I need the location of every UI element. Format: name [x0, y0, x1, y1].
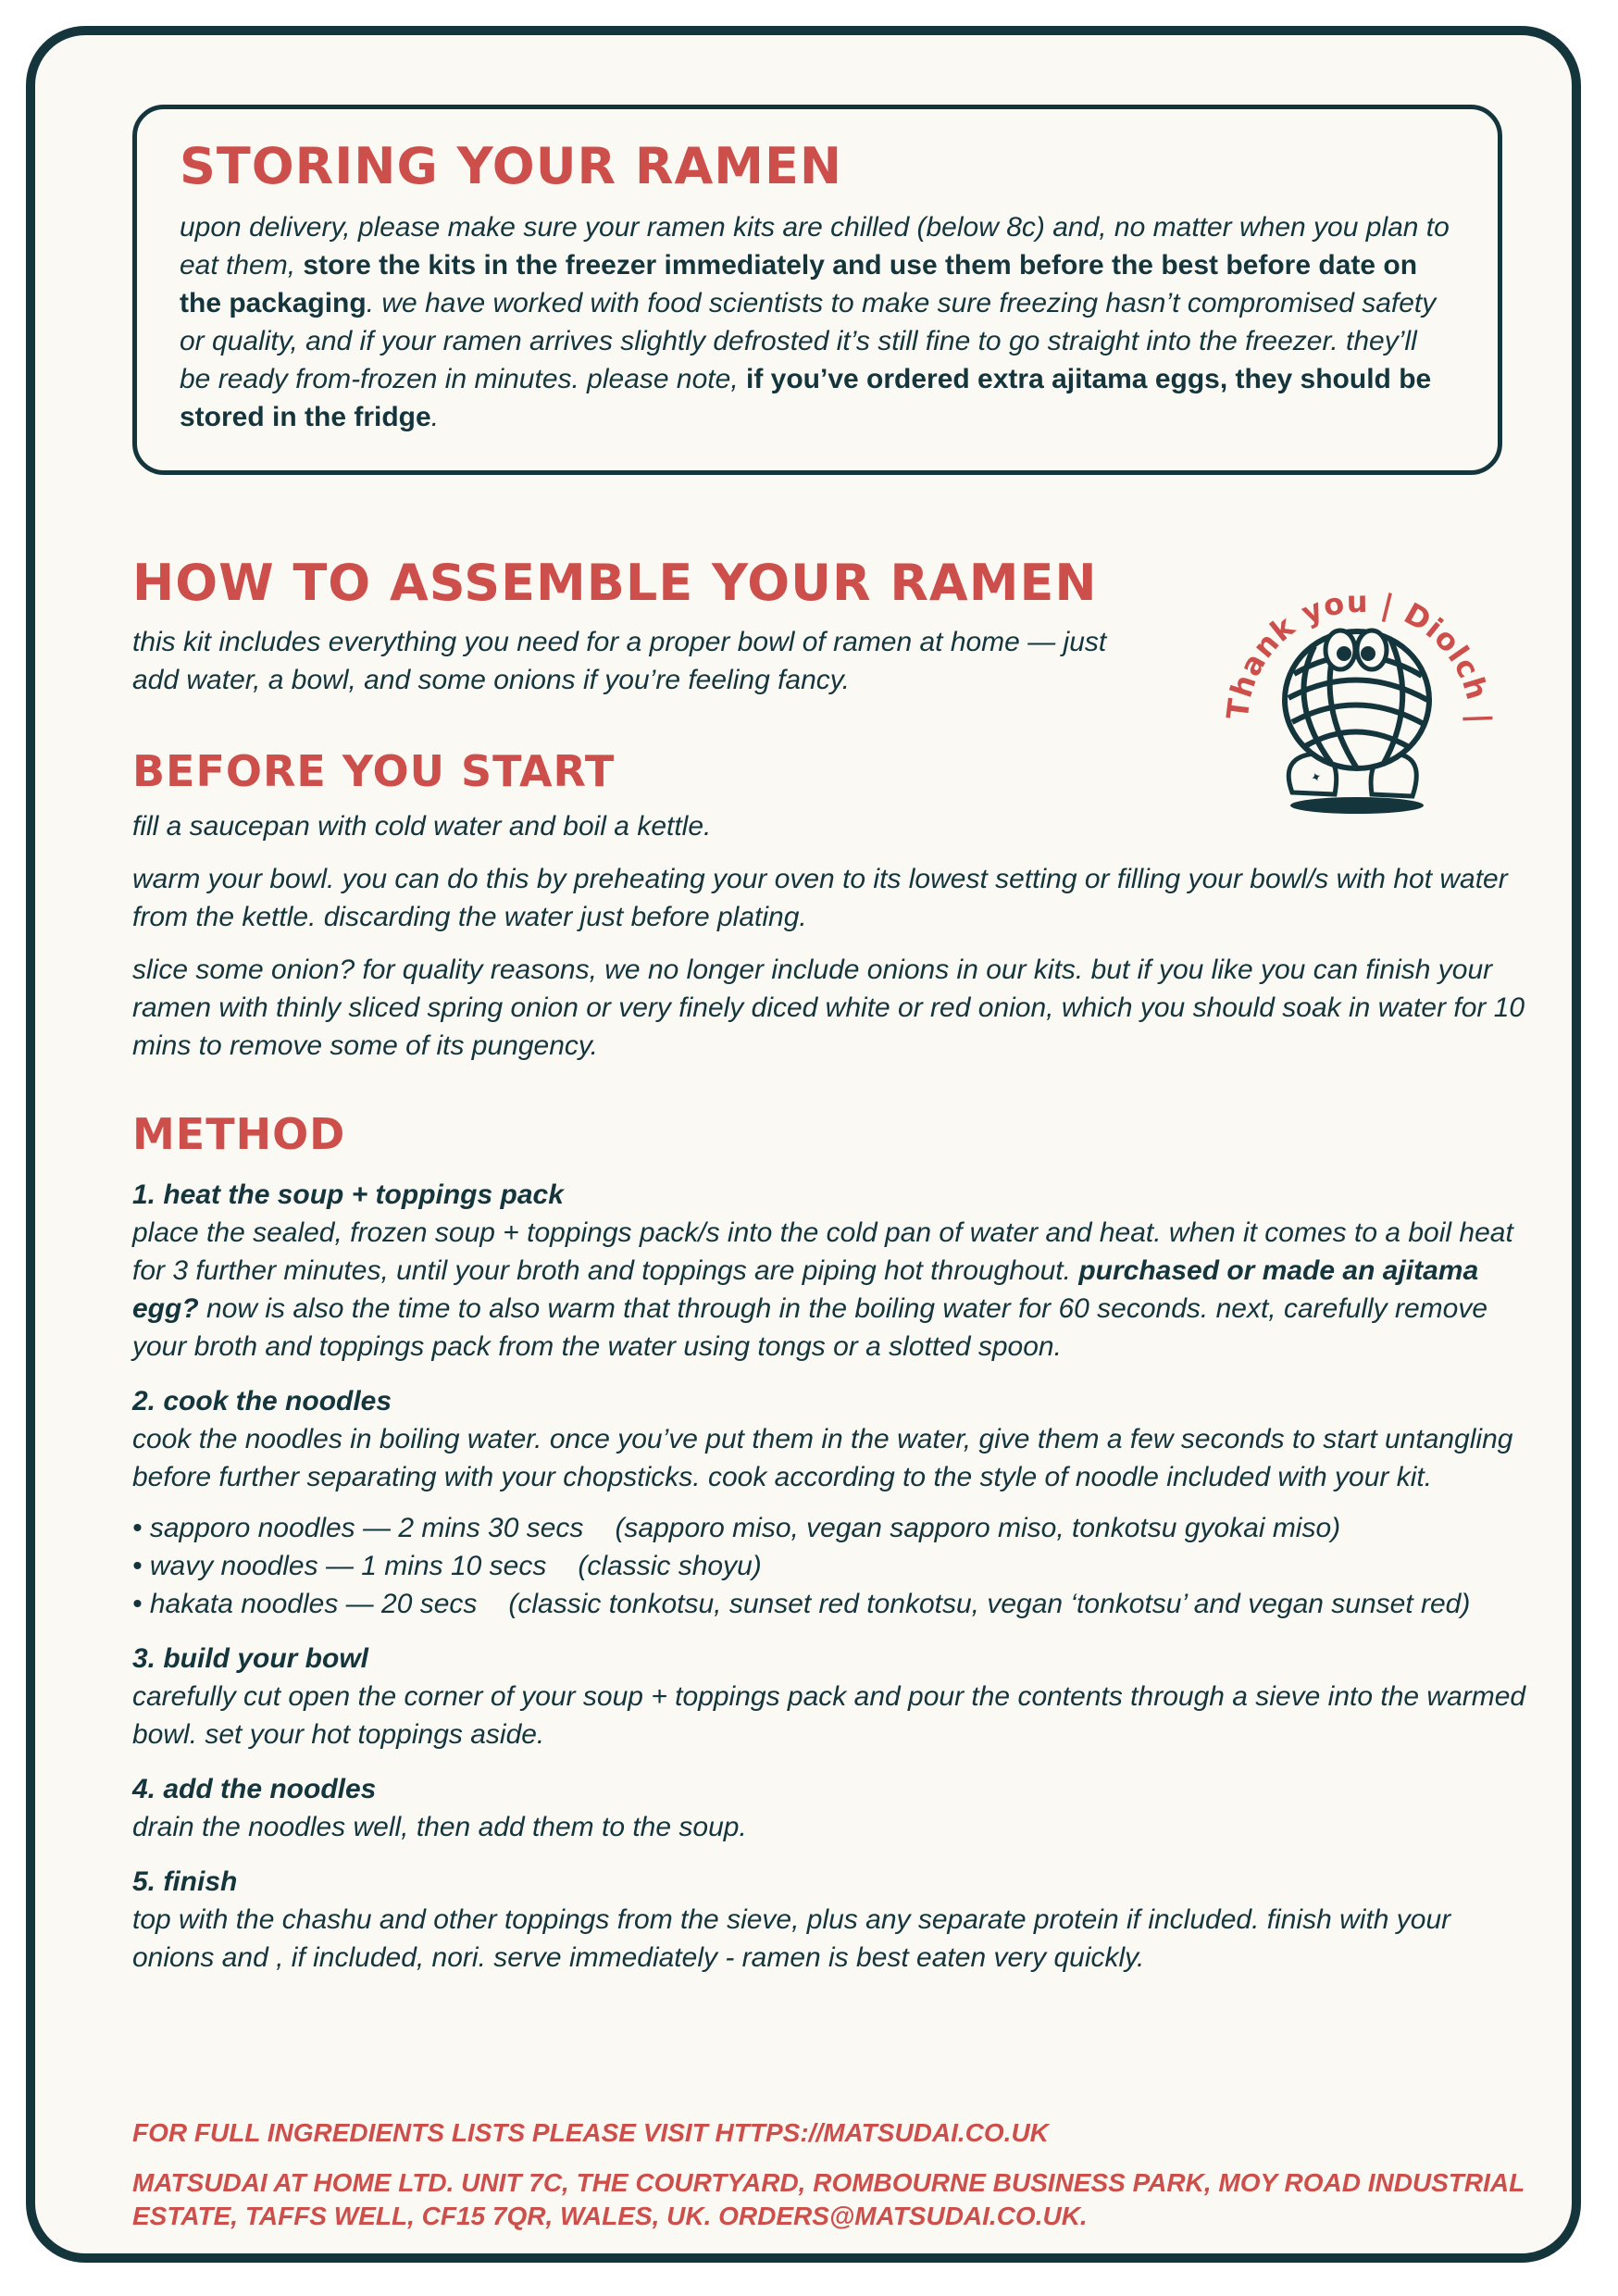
- method-step-5: [132, 1863, 1539, 1977]
- step-text: top with the chashu and other toppings from the sieve, plus any separate protein if included. finish with your onions and , if included, nori. serve immediately - ramen is best eaten very quickly.: [132, 1904, 1451, 1973]
- step-title: 3. build your bowl: [132, 1643, 368, 1674]
- logo-ring-text: Thank you | Diolch |: [1219, 583, 1499, 726]
- noodle-kits: (sapporo miso, vegan sapporo miso, tonkotsu gyokai miso): [615, 1513, 1341, 1543]
- step-title: 5. finish: [132, 1866, 238, 1897]
- step-text: carefully cut open the corner of your soup + toppings pack and pour the contents through a sieve into the warmed bowl. set your hot toppings aside.: [132, 1681, 1526, 1750]
- list-item: [132, 1509, 1539, 1547]
- before-title: BEFORE YOU START: [132, 746, 616, 796]
- before-step: warm your bowl. you can do this by preheating your oven to its lowest setting or filling your bowl/s with hot water from the kettle. discarding the water just before plating.: [132, 864, 1508, 932]
- noodle-time: • hakata noodles — 20 secs: [132, 1589, 478, 1619]
- noodle-times-list: [132, 1509, 1539, 1623]
- storing-section: [132, 105, 1502, 475]
- method-section: [132, 1109, 1539, 1993]
- storing-text-part: .: [430, 402, 440, 432]
- step-text-part: place the sealed, frozen soup + toppings pack/s into the cold pan of water and heat. when it comes to a boil heat for 3 further minutes, until your broth and toppings are piping hot throughout.: [132, 1217, 1513, 1286]
- step-title: 4. add the noodles: [132, 1774, 377, 1804]
- storing-text: [180, 208, 1455, 436]
- noodle-time: • sapporo noodles — 2 mins 30 secs: [132, 1513, 584, 1543]
- method-step-1: [132, 1176, 1539, 1366]
- svg-text:✦: ✦: [1308, 768, 1325, 787]
- step-text: cook the noodles in boiling water. once you’ve put them in the water, give them a few seconds to start untangling before further separating with your chopsticks. cook according to the style of noodle included with your kit.: [132, 1424, 1513, 1492]
- before-step: fill a saucepan with cold water and boil a kettle.: [132, 811, 712, 842]
- list-item: [132, 1585, 1539, 1623]
- step-title: 2. cook the noodles: [132, 1386, 392, 1416]
- storing-text-part: . we have worked with food scientists to make sure freezing hasn’t compromised safety or quality, and if your ramen arrives slightly defrosted it’s still fine to go straight into the freezer. they’ll be ready from-frozen in minutes. please note,: [180, 288, 1437, 394]
- method-step-2: [132, 1382, 1539, 1623]
- storing-text-part: upon delivery, please make sure your ramen kits are chilled (below 8c) and, no matter when you plan to eat them,: [180, 212, 1450, 281]
- footer: [132, 2116, 1558, 2250]
- step-text: drain the noodles well, then add them to the soup.: [132, 1812, 747, 1842]
- step-text: [132, 1214, 1539, 1366]
- assemble-section: [132, 554, 1151, 699]
- method-step-3: [132, 1640, 1539, 1753]
- assemble-title: HOW TO ASSEMBLE YOUR RAMEN: [132, 554, 1098, 612]
- storing-eggs-emphasis: if you’ve ordered extra ajitama eggs, they should be stored in the fridge: [180, 364, 1432, 432]
- noodle-kits: (classic tonkotsu, sunset red tonkotsu, vegan ‘tonkotsu’ and vegan sunset red): [508, 1589, 1471, 1619]
- storing-freezer-emphasis: store the kits in the freezer immediately and use them before the best before date on the packaging: [180, 250, 1418, 318]
- assemble-intro: this kit includes everything you need for a proper bowl of ramen at home — just add water, a bowl, and some onions if you’re feeling fancy.: [132, 627, 1107, 695]
- company-address: MATSUDAI AT HOME LTD. UNIT 7C, THE COURTYARD, ROMBOURNE BUSINESS PARK, MOY ROAD INDUSTRIAL ESTATE, TAFFS WELL, CF15 7QR, WALES, UK. ORDERS@MATSUDAI.CO.UK.: [132, 2168, 1525, 2230]
- before-you-start-section: [132, 746, 1539, 1079]
- noodle-kits: (classic shoyu): [578, 1551, 762, 1581]
- egg-emphasis: purchased or made an ajitama egg?: [132, 1255, 1479, 1324]
- list-item: [132, 1547, 1539, 1585]
- instruction-card: [26, 26, 1581, 2263]
- step-title: 1. heat the soup + toppings pack: [132, 1179, 564, 1210]
- noodle-time: • wavy noodles — 1 mins 10 secs: [132, 1551, 547, 1581]
- method-step-4: [132, 1770, 1539, 1846]
- method-title: METHOD: [132, 1109, 346, 1159]
- step-text-part: now is also the time to also warm that through in the boiling water for 60 seconds. next, carefully remove your broth and toppings pack from the water using tongs or a slotted spoon.: [132, 1293, 1488, 1362]
- ingredients-link-text: FOR FULL INGREDIENTS LISTS PLEASE VISIT HTTPS://MATSUDAI.CO.UK: [132, 2118, 1049, 2147]
- storing-title: STORING YOUR RAMEN: [180, 137, 843, 195]
- before-step: slice some onion? for quality reasons, we no longer include onions in our kits. but if you like you can finish your ramen with thinly sliced spring onion or very finely diced white or red onion, which you should soak in water for 10 mins to remove some of its pungency.: [132, 955, 1525, 1061]
